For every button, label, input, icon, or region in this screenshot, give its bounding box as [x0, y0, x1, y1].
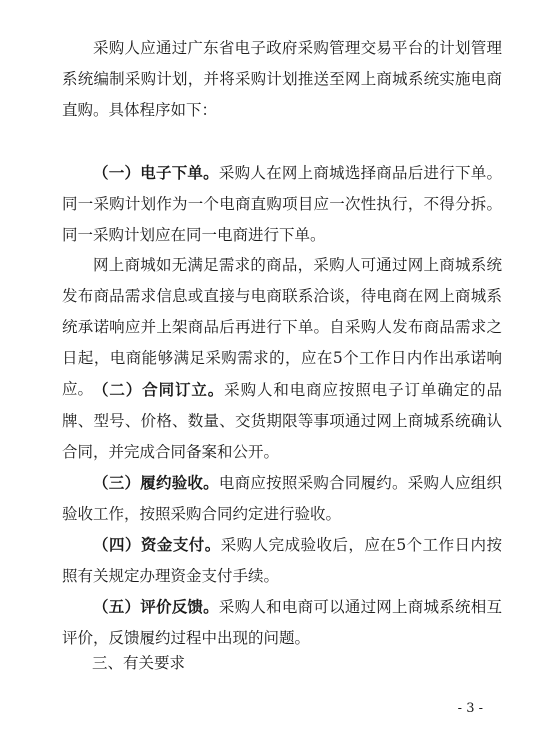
intro-text: 采购人应通过广东省电子政府采购管理交易平台的计划管理系统编制采购计划，并将采购计划推送至网上商城系统实施电商直购。具体程序如下：: [62, 39, 502, 119]
step5-label: （五）评价反馈。: [93, 597, 219, 616]
step2-paragraph: [62, 374, 502, 468]
page-number: - 3 -: [457, 701, 483, 716]
step2-label: （二）合同订立。: [93, 380, 225, 399]
step2-text: 采购人和电商应按照电子订单确定的品牌、型号、价格、数量、交货期限等事项通过网上商城系统确认合同，并完成合同备案和公开。: [62, 381, 502, 461]
step4-label: （四）资金支付。: [93, 535, 221, 554]
step3-text: 电商应按照采购合同履约。采购人应组织验收工作，按照采购合同约定进行验收。: [62, 474, 502, 523]
step1-detail-text: 网上商城如无满足需求的商品，采购人可通过网上商城系统发布商品需求信息或直接与电商联系洽谈，待电商在网上商城系统承诺响应并上架商品后再进行下单。自采购人发布商品需求之日起，电商能够满足采购需求的，应在5个工作日内作出承诺响应。: [62, 256, 502, 398]
step4-paragraph: [62, 529, 502, 592]
step3-paragraph: [62, 467, 502, 530]
section-heading: 三、有关要求: [92, 654, 186, 672]
step4-text: 采购人完成验收后，应在5个工作日内按照有关规定办理资金支付手续。: [62, 536, 502, 585]
step5-text: 采购人和电商可以通过网上商城系统相互评价，反馈履约过程中出现的问题。: [62, 598, 502, 647]
step1-text: 采购人在网上商城选择商品后进行下单。同一采购计划作为一个电商直购项目应一次性执行，不得分拆。同一采购计划应在同一电商进行下单。: [62, 164, 502, 244]
intro-paragraph: [62, 33, 502, 126]
step5-paragraph: [62, 591, 502, 654]
step1-label: （一）电子下单。: [93, 163, 219, 182]
step1-paragraph: [62, 157, 502, 251]
step3-label: （三）履约验收。: [93, 473, 219, 492]
